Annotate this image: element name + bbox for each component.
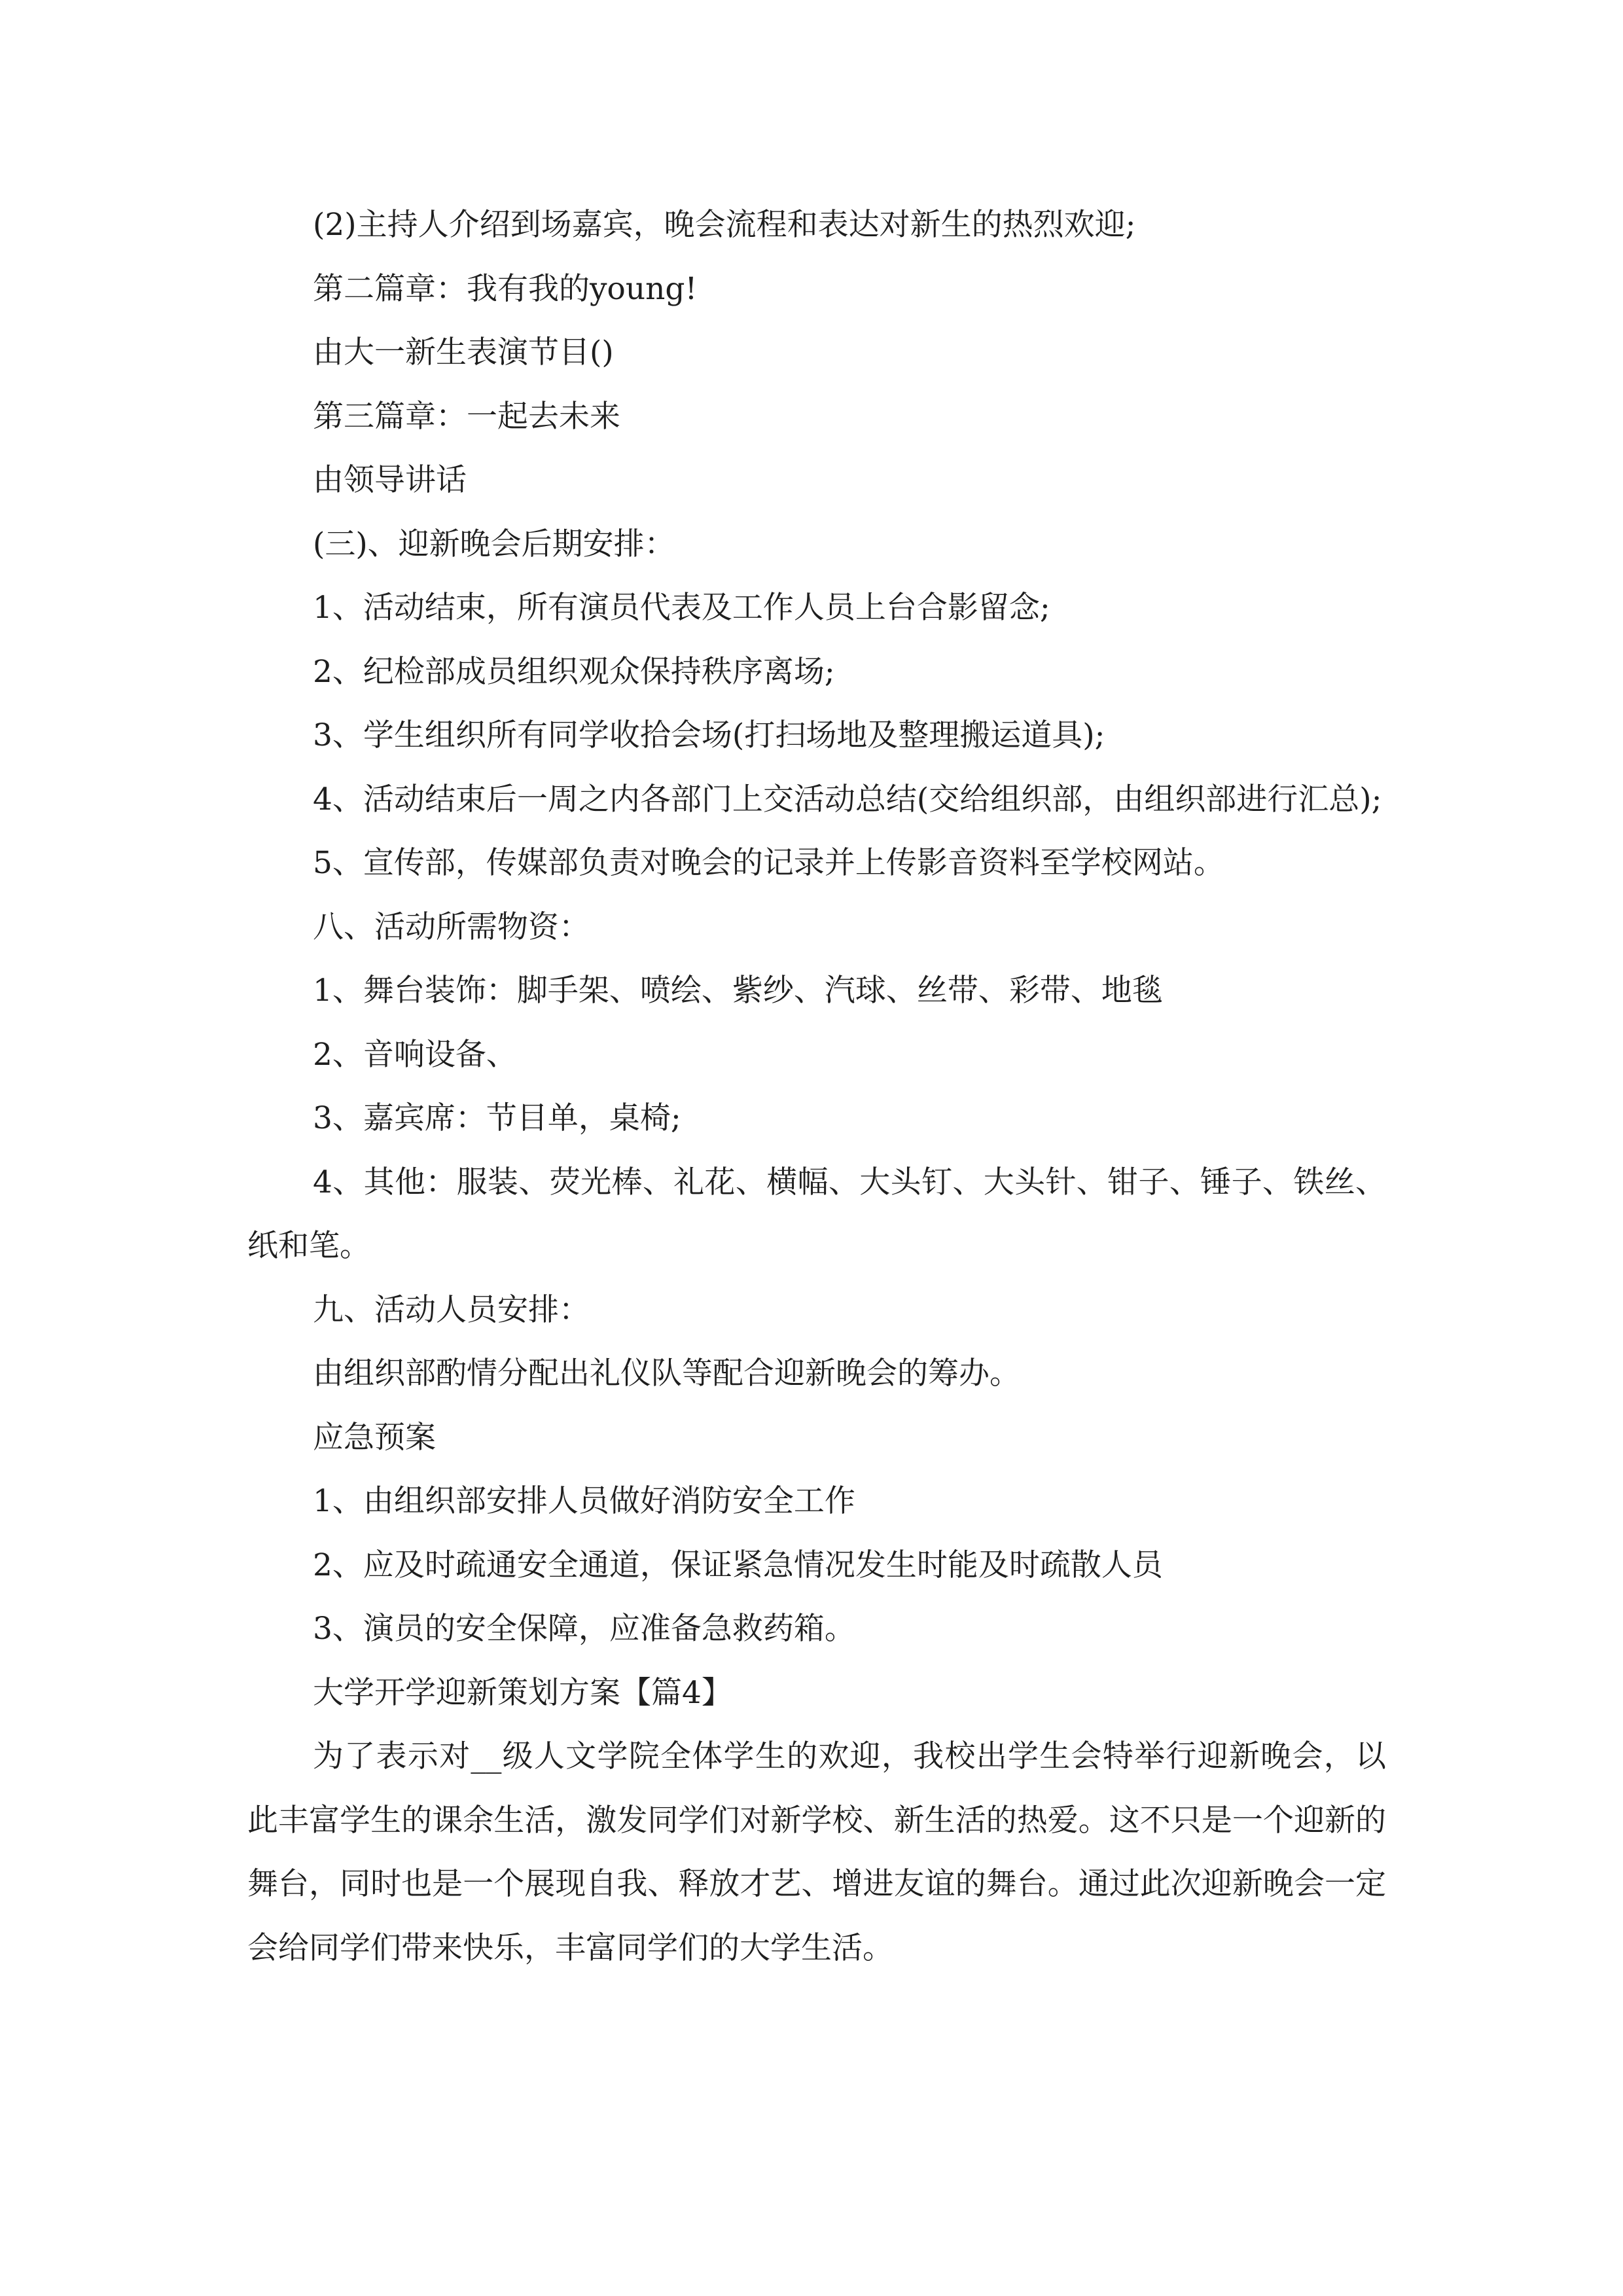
paragraph-emergency-item-1: 1、由组织部安排人员做好消防安全工作 xyxy=(313,1483,855,1519)
paragraph-emergency-item-2: 2、应及时疏通安全通道，保证紧急情况发生时能及时疏散人员 xyxy=(313,1547,1163,1583)
paragraph-post-item-3: 3、学生组织所有同学收拾会场(打扫场地及整理搬运道具); xyxy=(313,717,1105,753)
paragraph-materials-item-4: 4、其他：服装、荧光棒、礼花、横幅、大头钉、大头针、钳子、锤子、铁丝、纸和笔。 xyxy=(247,1164,1386,1264)
paragraph-materials-item-2: 2、音响设备、 xyxy=(313,1036,517,1073)
paragraph-post-arrangement-heading: (三)、迎新晚会后期安排： xyxy=(313,526,675,562)
paragraph-leader-speech: 由领导讲话 xyxy=(313,462,467,498)
paragraph-part-4-intro: 为了表示对__级人文学院全体学生的欢迎，我校出学生会特举行迎新晚会，以此丰富学生的课余生活，激发同学们对新学校、新生活的热爱。这不只是一个迎新的舞台，同时也是一个展现自我、释放才艺、增进友谊的舞台。通过此次迎新晚会一定会给同学们带来快乐，丰富同学们的大学生活。 xyxy=(247,1738,1386,1966)
paragraph-post-item-1: 1、活动结束，所有演员代表及工作人员上台合影留念; xyxy=(313,590,1050,626)
paragraph-materials-item-3: 3、嘉宾席：节目单，桌椅; xyxy=(313,1100,681,1136)
paragraph-materials-heading: 八、活动所需物资： xyxy=(313,908,590,945)
paragraph-emergency-item-3: 3、演员的安全保障，应准备急救药箱。 xyxy=(313,1611,855,1647)
paragraph-staff-detail: 由组织部酌情分配出礼仪队等配合迎新晚会的筹办。 xyxy=(313,1355,1020,1391)
paragraph-post-item-5: 5、宣传部，传媒部负责对晚会的记录并上传影音资料至学校网站。 xyxy=(313,845,1224,881)
paragraph-host-intro: (2)主持人介绍到场嘉宾，晚会流程和表达对新生的热烈欢迎; xyxy=(313,207,1136,243)
paragraph-chapter-three: 第三篇章：一起去未来 xyxy=(313,398,620,435)
paragraph-materials-item-1: 1、舞台装饰：脚手架、喷绘、紫纱、汽球、丝带、彩带、地毯 xyxy=(313,973,1163,1009)
paragraph-post-item-2: 2、纪检部成员组织观众保持秩序离场; xyxy=(313,653,835,690)
paragraph-post-item-4: 4、活动结束后一周之内各部门上交活动总结(交给组织部，由组织部进行汇总); xyxy=(313,781,1382,817)
document-body xyxy=(247,193,1386,1980)
paragraph-emergency-heading: 应急预案 xyxy=(313,1419,436,1456)
paragraph-staff-heading: 九、活动人员安排： xyxy=(313,1291,590,1328)
section-title-part-4: 大学开学迎新策划方案【篇4】 xyxy=(313,1674,732,1711)
paragraph-chapter-two: 第二篇章：我有我的young! xyxy=(313,270,698,307)
paragraph-freshman-show: 由大一新生表演节目() xyxy=(313,334,614,370)
